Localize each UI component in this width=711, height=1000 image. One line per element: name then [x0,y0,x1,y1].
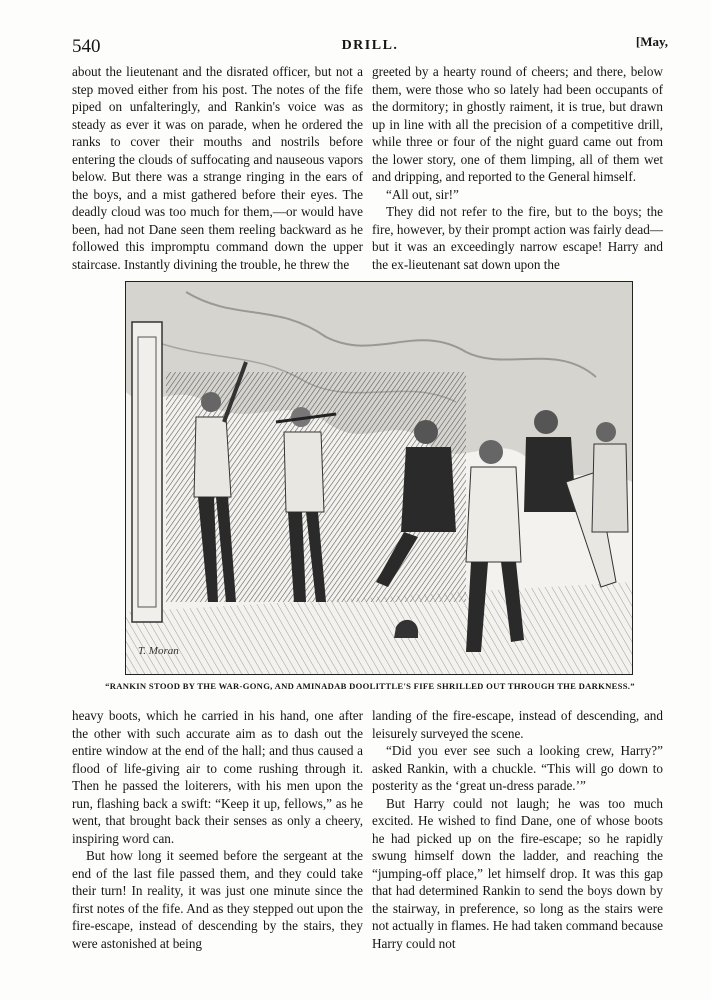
column-bottom-left [72,707,363,952]
paragraph: “Did you ever see such a looking crew, Harry?” asked Rankin, with a chuckle. “This will go down to posterity as the ‘great un-dress parade.’” [372,743,663,793]
column-top-right [372,63,663,273]
artist-signature: T. Moran [138,645,179,657]
column-top-left [72,63,363,273]
paragraph: about the lieutenant and the disrated officer, but not a step moved either from his post. The notes of the fife piped on unfalteringly, and Rankin's voice was as steady as ever it was on parade, when he ordered the ranks to cover their mouths and nostrils before entering the clouds of suffocating and nauseous vapors below. But there was a strange ringing in the ears of the boys, and a mist gathered before their eyes. The deadly cloud was too much for them,—or would have been, had not Dane seen them reeling backward as he followed this impromptu command down the upper staircase. Instantly divining the trouble, he threw the [72,64,363,272]
paragraph: landing of the fire-escape, instead of descending, and leisurely surveyed the scene. [372,708,663,741]
paragraph: greeted by a hearty round of cheers; and there, below them, were those who so lately had been occupants of the dormitory; in ghostly raiment, it is true, but drawn up in line with all the precision of a competitive drill, while three or four of the night guard came out from the lower story, one of them limping, all of them wet and dripping, and reported to the General himself. [372,64,663,184]
paragraph: But Harry could not laugh; he was too much excited. He wished to find Dane, one of whose boots he had picked up on the fire-escape; so he rapidly swung himself down the ladder, and reaching the “jumping-off place,” let himself drop. It was this gap that had determined Rankin to send the boys down by the stairway, in preference, so long as the stairs were not actually in flames. He had taken command because Harry could not [372,795,663,951]
paragraph: “All out, sir!” [386,186,459,202]
page-number: 540 [72,36,101,57]
running-title: DRILL. [341,38,399,53]
column-bottom-right [372,707,663,952]
engraving-illustration [125,281,633,675]
page-header [72,28,668,58]
paragraph: They did not refer to the fire, but to the boys; the fire, however, by their prompt action was fairly dead—but it was an exceedingly narrow escape! Harry and the ex-lieutenant sat down upon the [372,204,663,272]
running-month: [May, [635,34,668,49]
engraving-artwork [126,282,632,674]
illustration-caption: “RANKIN STOOD BY THE WAR-GONG, AND AMINADAB DOOLITTLE'S FIFE SHRILLED OUT THROUGH THE DARKNESS.” [105,681,635,691]
paragraph: heavy boots, which he carried in his hand, one after the other with such accurate aim as to dash out the entire window at the end of the hall; and thus caused a flood of life-giving air to come rushing through it. Then he passed the loiterers, with his men upon the run, flashing back a swift: “Keep it up, fellows,” as he went, that brought back their senses as only a cheery, inspiring word can. [72,708,363,846]
paragraph: But how long it seemed before the sergeant at the end of the last file passed them, and they could take their turn! In reality, it was just one minute since the first notes of the fife. And as they stepped out upon the fire-escape, instead of descending by the stairs, they were astonished at being [72,848,363,951]
